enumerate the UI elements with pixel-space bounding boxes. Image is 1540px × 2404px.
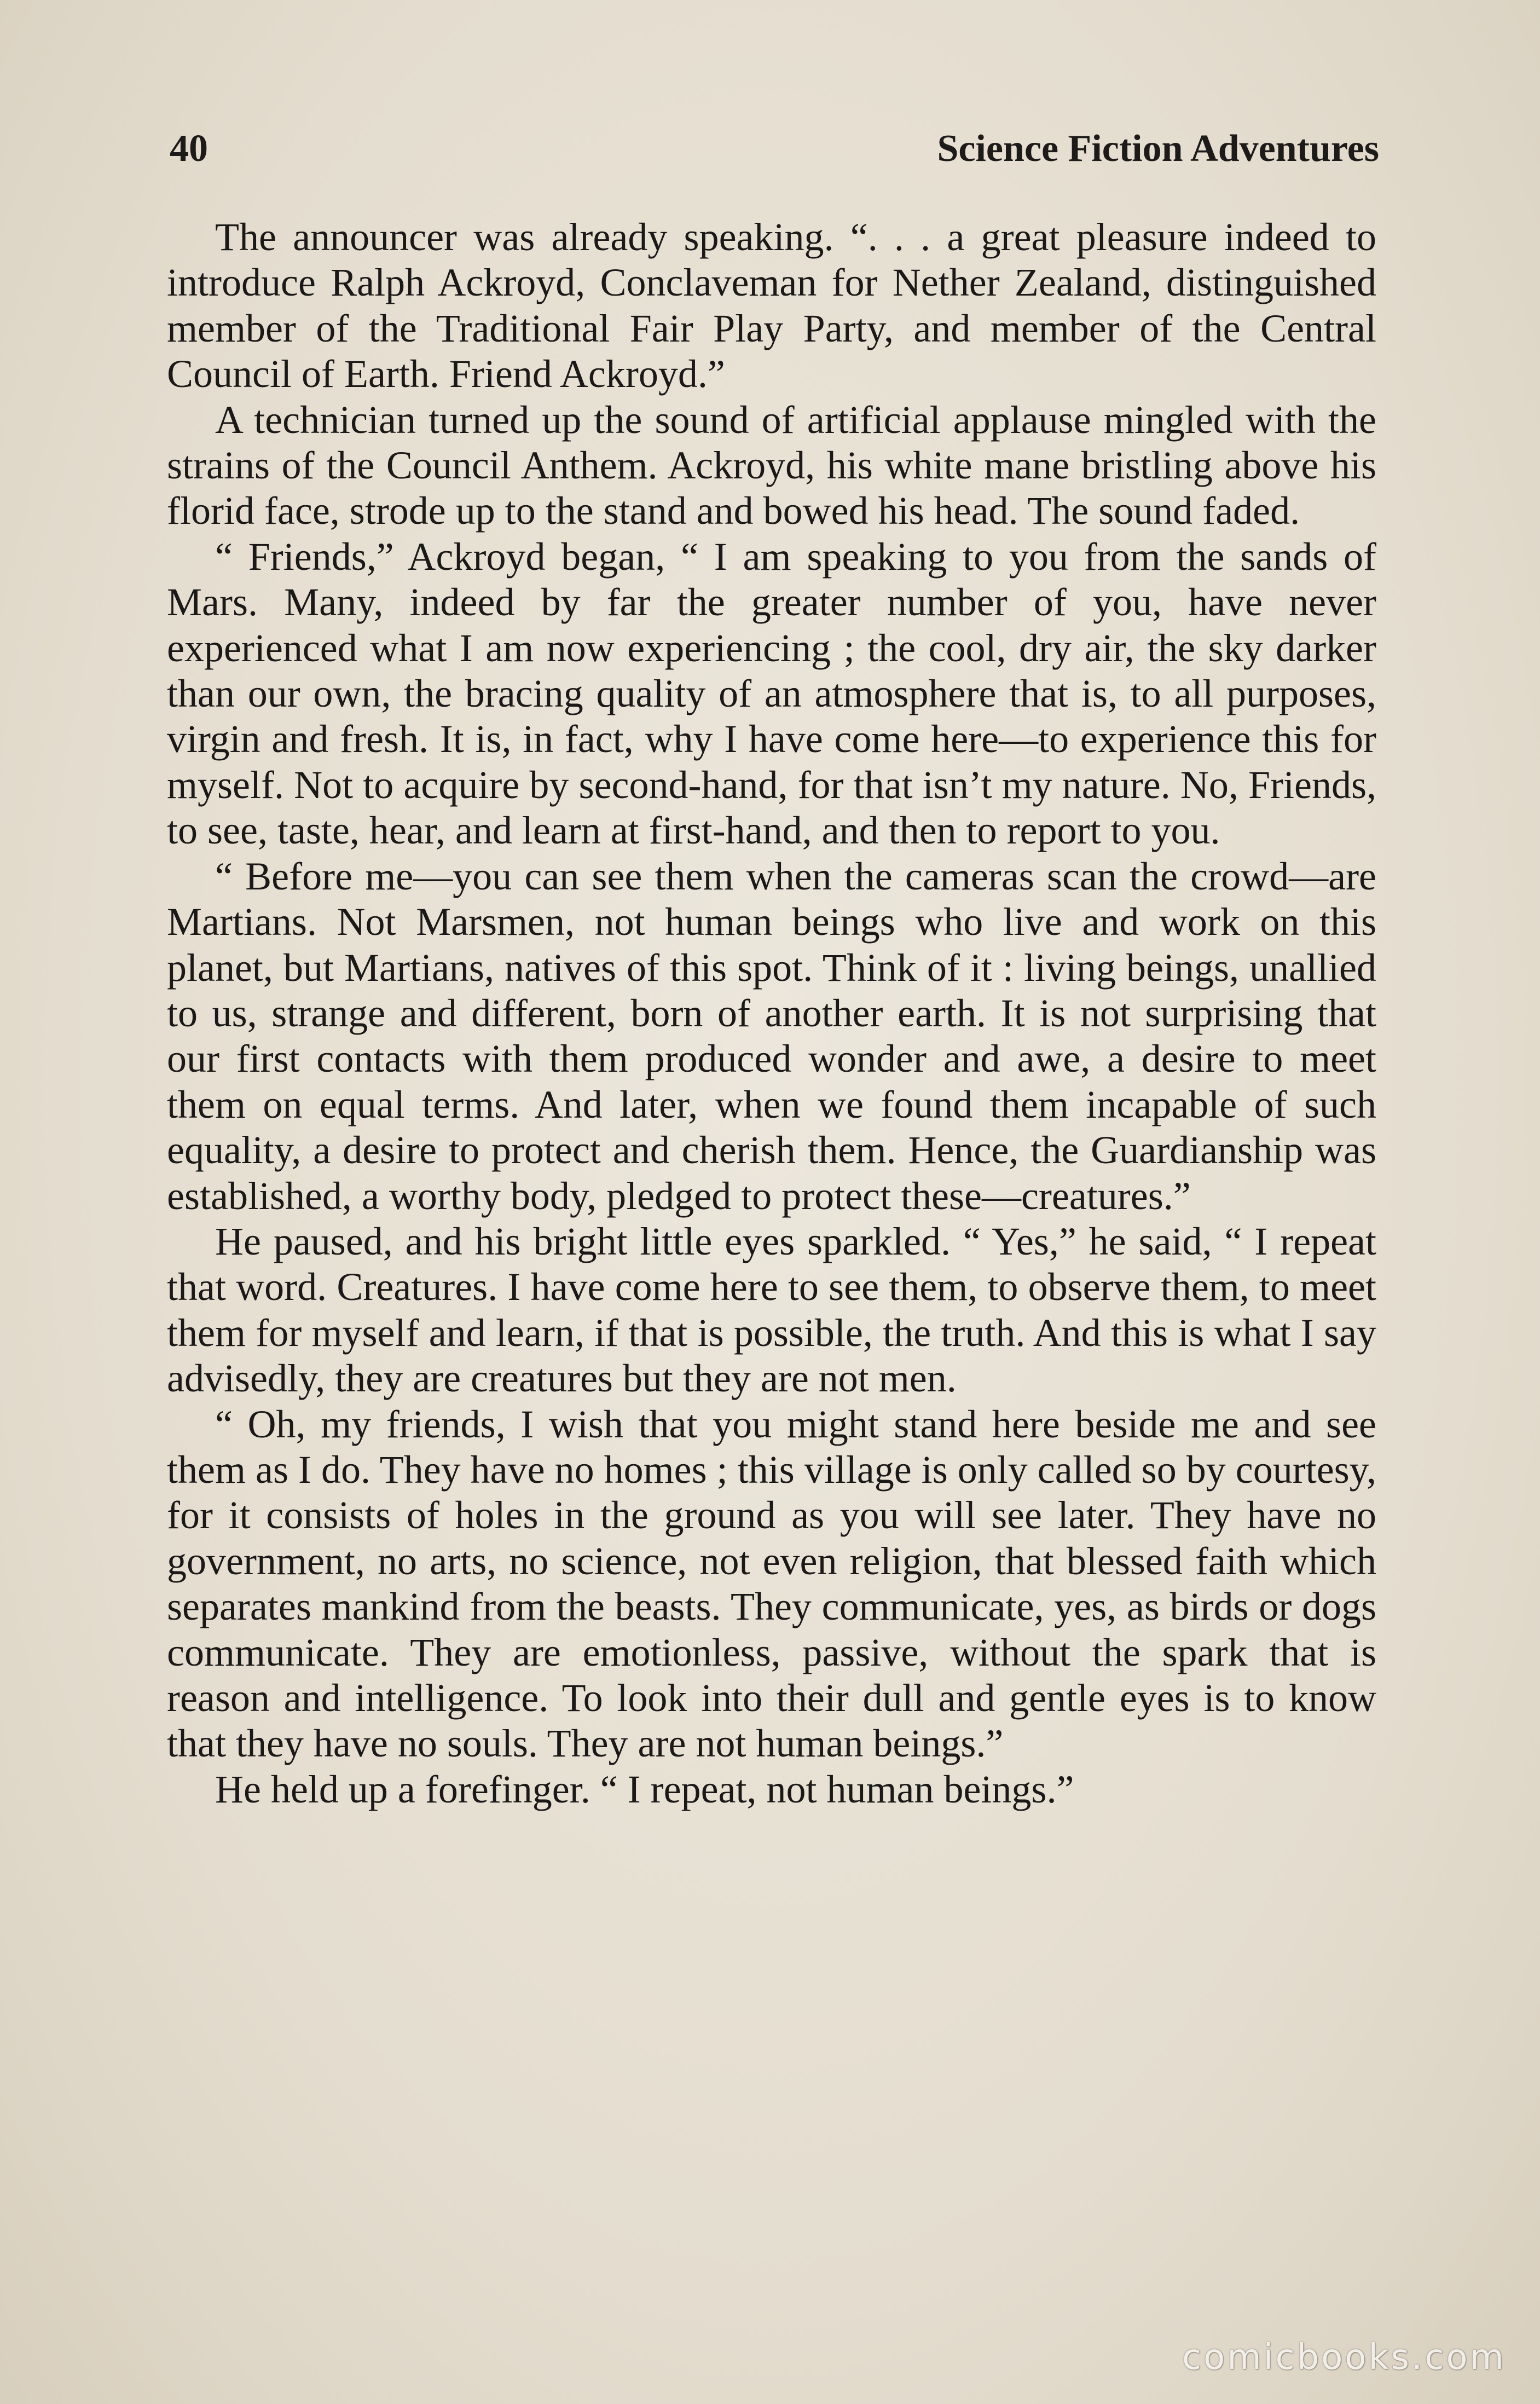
paragraph: “ Oh, my friends, I wish that you might stand here beside me and see them as I do. They have no homes ; this village is only called so by courtesy, for it consists of holes in the ground as you will see later. They have no government, no arts, no science, not even religion, that blessed faith which separates mankind from the beasts. They communicate, yes, as birds or dogs communicate. They are emotionless, passive, without the spark that is reason and intelligence. To look into their dull and gentle eyes is to know that they have no souls. They are not human beings.” xyxy=(167,1402,1376,1766)
body-text xyxy=(167,215,1376,1812)
paragraph: “ Friends,” Ackroyd began, “ I am speaking to you from the sands of Mars. Many, indeed by far the greater number of you, have never experienced what I am now experiencing ; the cool, dry air, the sky darker than our own, the bracing quality of an atmosphere that is, to all purposes, virgin and fresh. It is, in fact, why I have come here—to experience this for myself. Not to acquire by second-hand, for that isn’t my nature. No, Friends, to see, taste, hear, and learn at first-hand, and then to report to you. xyxy=(167,534,1376,853)
page-number: 40 xyxy=(170,128,208,170)
paragraph: “ Before me—you can see them when the cameras scan the crowd—are Martians. Not Marsmen, not human beings who live and work on this planet, but Martians, natives of this spot. Think of it : living beings, unallied to us, strange and different, born of another earth. It is not surprising that our first contacts with them produced wonder and awe, a desire to meet them on equal terms. And later, when we found them incapable of such equality, a desire to protect and cherish them. Hence, the Guardianship was established, a worthy body, pledged to protect these—creatures.” xyxy=(167,854,1376,1218)
paragraph: A technician turned up the sound of artificial applause mingled with the strains of the Council Anthem. Ackroyd, his white mane bristling above his florid face, strode up to the stand and bowed his head. The sound faded. xyxy=(167,397,1376,533)
paragraph: The announcer was already speaking. “. . . a great pleasure indeed to introduce Ralph Ackroyd, Conclaveman for Nether Zealand, distinguished member of the Traditional Fair Play Party, and member of the Central Council of Earth. Friend Ackroyd.” xyxy=(167,215,1376,396)
running-head xyxy=(170,127,1379,187)
paragraph: He paused, and his bright little eyes sparkled. “ Yes,” he said, “ I repeat that word. Creatures. I have come here to see them, to observe them, to meet them for myself and learn, if that is possible, the truth. And this is what I say advisedly, they are creatures but they are not men. xyxy=(167,1219,1376,1401)
paragraph: He held up a forefinger. “ I repeat, not human beings.” xyxy=(215,1767,1074,1811)
journal-title: Science Fiction Adventures xyxy=(937,128,1379,170)
watermark: comicbooks.com xyxy=(1182,2337,1506,2378)
